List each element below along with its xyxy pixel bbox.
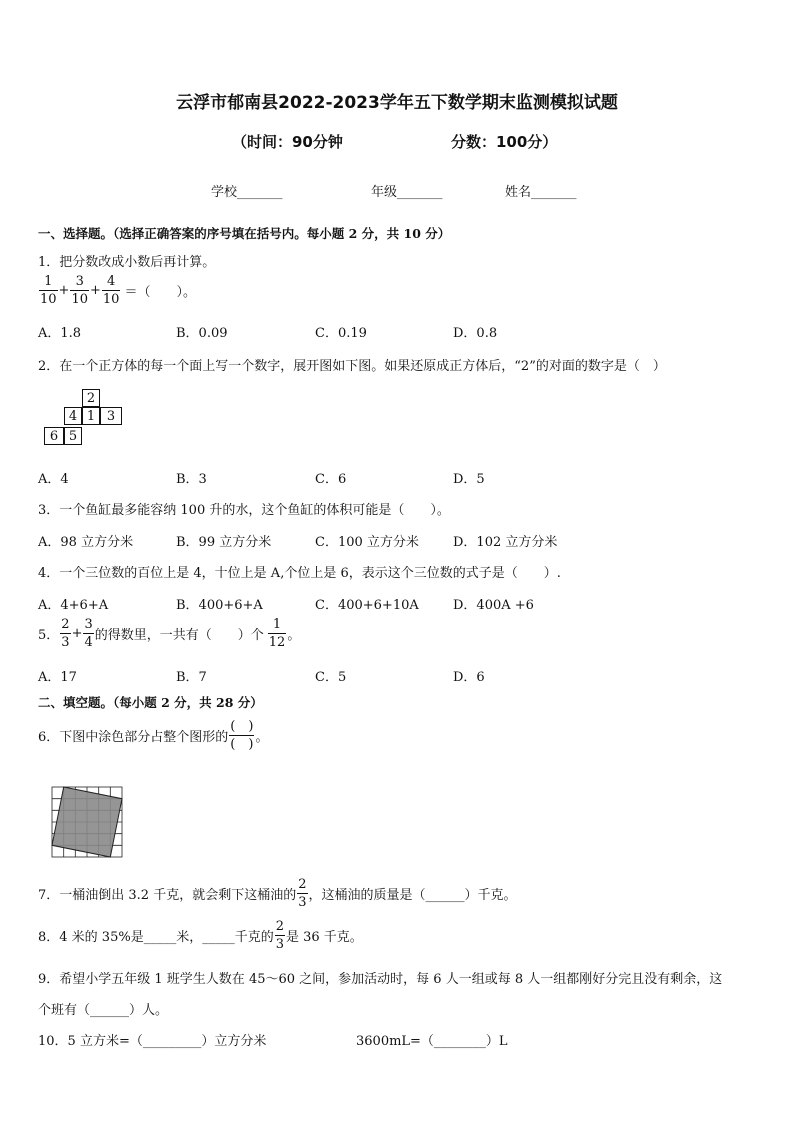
- denominator: 10: [71, 292, 88, 307]
- denominator: 4: [84, 635, 93, 650]
- plus-sign: +: [90, 283, 101, 298]
- denominator: 12: [268, 635, 286, 650]
- exam-score: 分数：100分）: [451, 133, 558, 151]
- q5-fraction-3: [268, 618, 287, 649]
- q7-fraction: [297, 878, 307, 909]
- q4-option-b: B．400+6+A: [176, 598, 263, 613]
- page-title: 云浮市郁南县2022-2023学年五下数学期末监测模拟试题: [176, 93, 618, 113]
- net-cell: 6: [44, 427, 64, 445]
- q2-option-c: C．6: [315, 472, 347, 487]
- net-cell: 5: [64, 427, 82, 445]
- q5-option-a: A．17: [38, 670, 77, 685]
- q5-option-d: D．6: [453, 670, 485, 685]
- q10-part-b: 3600mL=（________）L: [356, 1034, 508, 1049]
- q1-fraction-3: [102, 275, 121, 306]
- school-field: 学校_______: [211, 185, 283, 200]
- denominator: 3: [298, 895, 307, 910]
- q5-stem: [38, 618, 300, 649]
- q4-option-a: A．4+6+A: [38, 598, 109, 613]
- denominator-blank: ( ): [230, 737, 254, 752]
- q9-line1: 9．希望小学五年级 1 班学生人数在 45～60 之间，参加活动时，每 6 人一组或每 8 人一组都刚好分完且没有剩余，这: [38, 972, 723, 987]
- numerator: 1: [44, 274, 53, 289]
- q4-option-d: D．400A +6: [453, 598, 534, 613]
- section1-title: 一、选择题。（选择正确答案的序号填在括号内。每小题 2 分，共 10 分）: [38, 226, 451, 241]
- q5-fraction-1: [60, 618, 70, 649]
- denominator: 3: [275, 937, 284, 952]
- q7-text: 7．一桶油倒出 3.2 千克，就会剩下这桶油的: [38, 888, 297, 903]
- denominator: 10: [102, 292, 120, 307]
- denominator: 10: [40, 292, 57, 307]
- numerator: 2: [61, 617, 70, 632]
- q1-fraction-2: [70, 275, 89, 306]
- q2-option-d: D．5: [453, 472, 485, 487]
- q4-stem: 4．一个三位数的百位上是 4，十位上是 A,个位上是 6，表示这个三位数的式子是（ ）.: [38, 566, 561, 581]
- numerator: 4: [107, 274, 116, 289]
- q6-stem: [38, 720, 268, 751]
- section2-title: 二、填空题。（每小题 2 分，共 28 分）: [38, 695, 263, 710]
- q6-answer-fraction: [229, 720, 254, 751]
- q6-text: 6．下图中涂色部分占整个图形的: [38, 730, 229, 745]
- name-field: 姓名_______: [505, 185, 577, 200]
- net-cell: 2: [82, 389, 100, 407]
- q2-option-b: B．3: [176, 472, 207, 487]
- q5-fraction-2: [83, 618, 93, 649]
- q7-stem: [38, 878, 517, 909]
- q1-option-a: A．1.8: [38, 326, 82, 341]
- q9-line2: 个班有（______）人。: [38, 1003, 169, 1018]
- q8-tail: 是 36 千克。: [285, 930, 363, 945]
- net-cell: 4: [64, 407, 82, 425]
- q3-option-a: A．98 立方分米: [38, 535, 134, 550]
- grid-shaded-square-figure: [51, 786, 123, 858]
- exam-time: （时间：90分钟: [232, 133, 343, 151]
- q3-option-d: D．102 立方分米: [453, 535, 558, 550]
- cube-net-figure: [44, 389, 122, 446]
- q3-option-c: C．100 立方分米: [315, 535, 419, 550]
- q5-option-c: C．5: [315, 670, 347, 685]
- q3-stem: 3．一个鱼缸最多能容纳 100 升的水，这个鱼缸的体积可能是（ ）。: [38, 503, 450, 518]
- q10-part-a: 10．5 立方米=（_________）立方分米: [38, 1034, 267, 1049]
- numerator: 3: [75, 274, 84, 289]
- q5-number: 5．: [38, 628, 60, 643]
- numerator-blank: ( ): [230, 719, 254, 734]
- q6-tail: 。: [255, 730, 269, 745]
- q1-expression: [38, 275, 196, 306]
- q4-option-c: C．400+6+10A: [315, 598, 419, 613]
- q7-tail: ，这桶油的质量是（______）千克。: [308, 888, 517, 903]
- q8-fraction: [275, 920, 285, 951]
- numerator: 1: [272, 617, 282, 632]
- q8-stem: [38, 920, 363, 951]
- q8-text: 8．4 米的 35%是_____米，_____千克的: [38, 930, 274, 945]
- q2-option-a: A．4: [38, 472, 69, 487]
- q5-middle-text: 的得数里，一共有（ ）个: [94, 628, 264, 643]
- q5-tail: 。: [287, 628, 301, 643]
- plus-sign: +: [58, 283, 70, 298]
- q1-stem: 1．把分数改成小数后再计算。: [38, 255, 216, 270]
- numerator: 2: [298, 877, 307, 892]
- q3-option-b: B．99 立方分米: [176, 535, 272, 550]
- q2-stem: 2．在一个正方体的每一个面上写一个数字，展开图如下图。如果还原成正方体后，“2”的对面的数字是（ ）: [38, 359, 666, 374]
- q1-tail: ＝（ ）。: [124, 285, 196, 300]
- net-cell: 1: [82, 407, 100, 425]
- grade-field: 年级_______: [371, 185, 443, 200]
- q1-option-c: C．0.19: [315, 326, 367, 341]
- q1-fraction-1: [39, 275, 58, 306]
- numerator: 3: [84, 617, 93, 632]
- numerator: 2: [275, 919, 284, 934]
- q1-option-d: D．0.8: [453, 326, 498, 341]
- net-cell: 3: [100, 407, 122, 425]
- denominator: 3: [61, 635, 70, 650]
- plus-sign: +: [71, 626, 83, 641]
- q1-option-b: B．0.09: [176, 326, 228, 341]
- q5-option-b: B．7: [176, 670, 207, 685]
